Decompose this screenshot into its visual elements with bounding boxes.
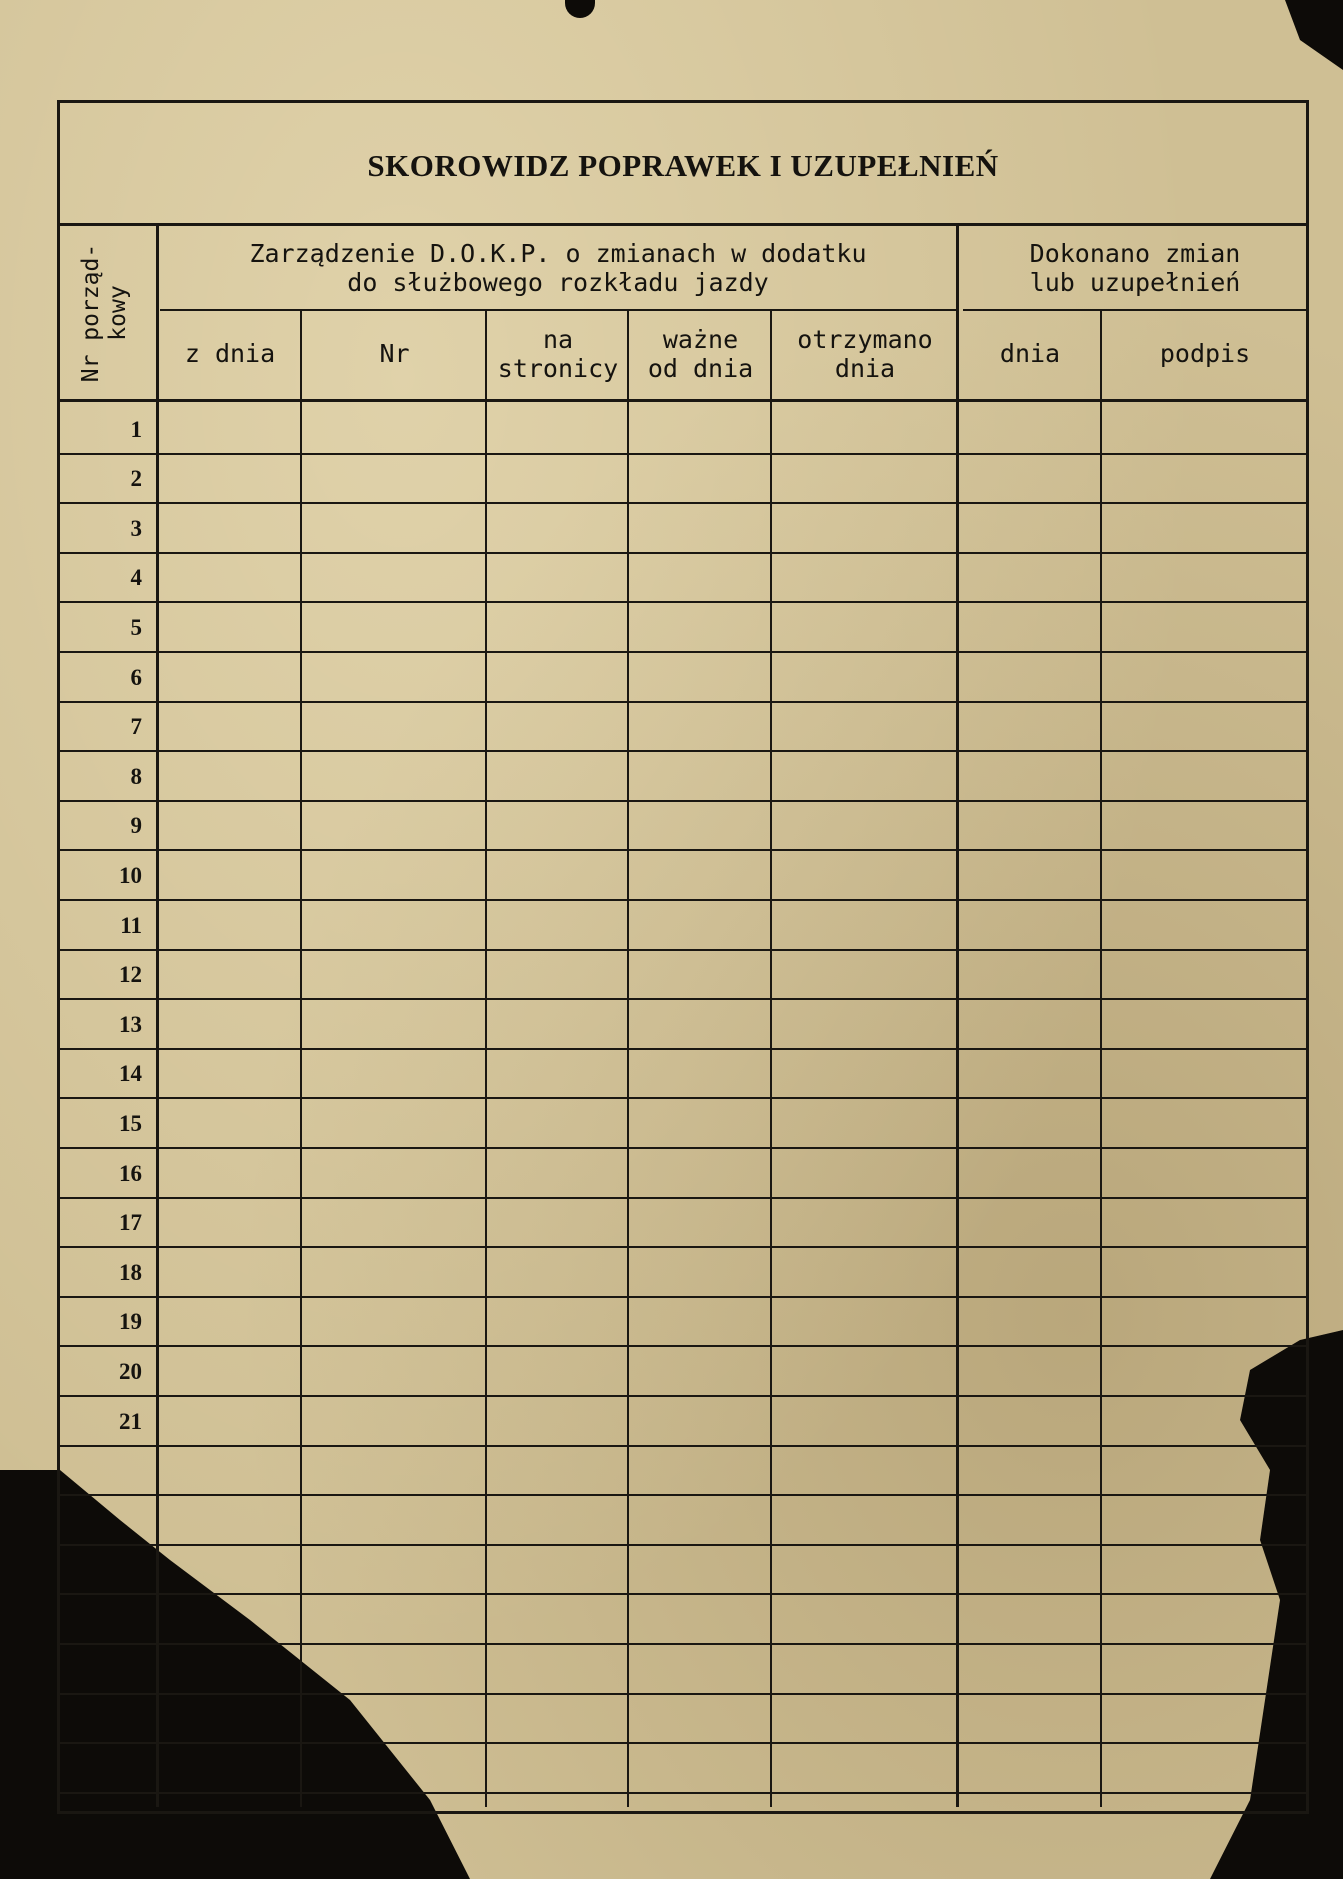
table-row-rule: [60, 1048, 1306, 1050]
column-header-6-line1: dnia: [999, 339, 1061, 368]
row-number: 15: [119, 1111, 142, 1136]
column-header-2-line1: Nr: [379, 339, 410, 368]
row-number: 16: [119, 1160, 142, 1186]
table-row-rule: [60, 1345, 1306, 1347]
column-header-6: [960, 339, 1100, 368]
table-row-rule: [60, 1097, 1306, 1099]
nr-column-divider: [156, 225, 159, 401]
table-row-rule: [60, 998, 1306, 1000]
nr-porzadkowy-line1: Nr porząd-: [78, 243, 104, 383]
row-number: 4: [130, 565, 142, 591]
table-row-rule: [60, 1544, 1306, 1546]
column-header-1-line1: z dnia: [184, 339, 276, 368]
table-row-rule: [60, 1445, 1306, 1447]
column-rule: [770, 309, 772, 1807]
column-rule: [1100, 309, 1102, 1807]
table-row-rule: [60, 1742, 1306, 1744]
table-row-rule: [60, 750, 1306, 752]
table-row-rule: [60, 849, 1306, 851]
table-row-rule: [60, 1792, 1306, 1794]
row-number: 10: [119, 863, 142, 888]
row-number: 20: [119, 1359, 142, 1384]
table-row-rule: [60, 601, 1306, 603]
table-row-rule: [60, 502, 1306, 504]
table-row-rule: [60, 1395, 1306, 1397]
nr-porzadkowy-line2: kowy: [105, 285, 131, 341]
header-bottom-rule: [60, 399, 1306, 402]
column-rule: [627, 309, 629, 1807]
table-row-rule: [60, 701, 1306, 703]
form-title: SKOROWIDZ POPRAWEK I UZUPEŁNIEŃ: [367, 148, 999, 183]
row-number: 2: [130, 466, 142, 492]
column-header-5-line2: dnia: [834, 354, 896, 383]
row-number: 12: [119, 962, 142, 988]
column-rule: [485, 309, 487, 1807]
table-row-rule: [60, 1197, 1306, 1199]
zarzadzenie-line2: do służbowego rozkładu jazdy: [347, 268, 769, 297]
column-header-7: [1104, 339, 1306, 368]
nr-column-rule: [156, 399, 159, 1807]
row-number: 3: [130, 515, 142, 541]
table-row-rule: [60, 949, 1306, 951]
table-row-rule: [60, 1494, 1306, 1496]
row-number: 6: [130, 664, 142, 690]
nr-porzadkowy-header: [78, 233, 138, 393]
column-header-4-line1: ważne: [662, 325, 739, 354]
table-row-rule: [60, 1246, 1306, 1248]
column-header-5: [774, 325, 956, 383]
row-number: 21: [119, 1408, 142, 1434]
dokonano-header: [960, 239, 1310, 297]
dokonano-line1: Dokonano zmian: [1029, 239, 1241, 268]
column-header-7-line1: podpis: [1159, 339, 1251, 368]
title-rule: [60, 223, 1306, 226]
row-number: 9: [130, 813, 142, 839]
zarzadzenie-header: [160, 239, 956, 297]
column-rule: [956, 309, 959, 1807]
column-header-4: [631, 325, 770, 383]
row-number: 11: [120, 912, 142, 938]
table-row-rule: [60, 1643, 1306, 1645]
row-number: 17: [119, 1210, 142, 1236]
row-number: 13: [119, 1011, 142, 1037]
column-header-3: [489, 325, 627, 383]
table-row-rule: [60, 1693, 1306, 1695]
subheader-rule-left: [160, 309, 956, 311]
table-row-rule: [60, 800, 1306, 802]
column-header-1: [160, 339, 300, 368]
column-header-3-line2: stronicy: [497, 354, 619, 383]
row-number: 8: [130, 763, 142, 789]
table-row-rule: [60, 453, 1306, 455]
row-number: 14: [119, 1061, 142, 1087]
column-header-2: [304, 339, 485, 368]
table-row-rule: [60, 1593, 1306, 1595]
table-row-rule: [60, 1296, 1306, 1298]
table-row-rule: [60, 651, 1306, 653]
row-number: 19: [119, 1309, 142, 1335]
row-number: 1: [130, 416, 142, 442]
index-form: [57, 100, 1309, 1814]
subheader-rule-right: [963, 309, 1306, 311]
table-row-rule: [60, 1147, 1306, 1149]
row-number: 5: [130, 615, 142, 640]
dokonano-line2: lub uzupełnień: [1029, 268, 1241, 297]
row-number: 7: [130, 714, 142, 740]
table-row-rule: [60, 899, 1306, 901]
column-rule: [300, 309, 302, 1807]
table-row-rule: [60, 552, 1306, 554]
column-header-4-line2: od dnia: [647, 354, 754, 383]
column-header-5-line1: otrzymano: [797, 325, 933, 354]
zarzadzenie-line1: Zarządzenie D.O.K.P. o zmianach w dodatku: [249, 239, 867, 268]
column-header-3-line1: na: [542, 325, 574, 354]
row-number: 18: [119, 1259, 142, 1285]
